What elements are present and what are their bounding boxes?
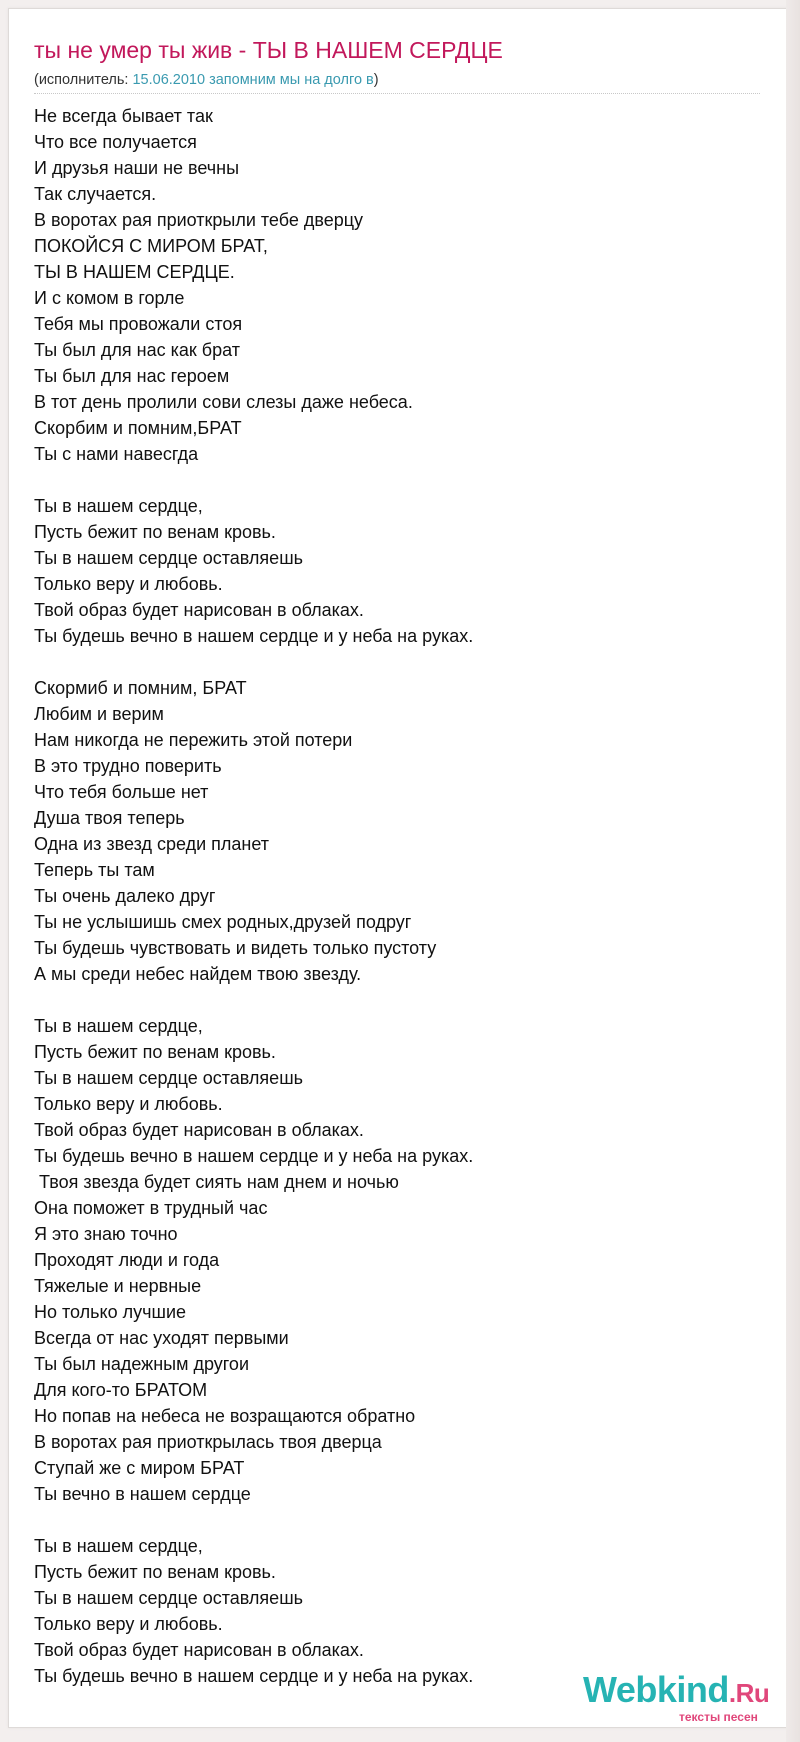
lyric-line: Проходят люди и года xyxy=(34,1250,220,1270)
page-edge xyxy=(786,0,800,1742)
song-title: ты не умер ты жив - ТЫ В НАШЕМ СЕРДЦЕ xyxy=(34,37,503,63)
lyric-line: Ты будешь чувствовать и видеть только пустоту xyxy=(34,938,437,958)
title-divider xyxy=(34,93,760,94)
meta-date-link[interactable]: 15.06.2010 запомним мы на долго в xyxy=(132,72,374,88)
lyric-line: ПОКОЙСЯ С МИРОМ БРАТ, xyxy=(34,236,268,256)
lyric-line: Скормиб и помним, БРАТ xyxy=(34,678,247,698)
lyric-line: В воротах рая приоткрыли тебе дверцу xyxy=(34,210,364,230)
lyric-line: Всегда от нас уходят первыми xyxy=(34,1328,289,1348)
lyric-line: Скорбим и помним,БРАТ xyxy=(34,418,242,438)
lyric-line: Одна из звезд среди планет xyxy=(34,834,270,854)
meta-suffix: ) xyxy=(373,72,379,88)
lyric-line: Пусть бежит по венам кровь. xyxy=(34,1562,276,1582)
lyric-line: И друзья наши не вечны xyxy=(34,158,240,178)
lyric-line: Твой образ будет нарисован в облаках. xyxy=(34,1120,364,1140)
logo-tld: .Ru xyxy=(728,1678,770,1708)
lyric-line: Только веру и любовь. xyxy=(34,574,223,594)
lyric-line: Что все получается xyxy=(34,132,197,152)
lyric-line: А мы среди небес найдем твою звезду. xyxy=(34,964,362,984)
lyric-line: Пусть бежит по венам кровь. xyxy=(34,522,276,542)
lyric-line: Так случается. xyxy=(34,184,157,204)
lyric-line: Душа твоя теперь xyxy=(34,808,185,828)
lyric-line: Что тебя больше нет xyxy=(34,782,209,802)
lyric-line: Ты с нами навесгда xyxy=(34,444,199,464)
lyric-line: В воротах рая приоткрылась твоя дверца xyxy=(34,1432,382,1452)
lyric-line: Ты был для нас как брат xyxy=(34,340,240,360)
stanza-gap xyxy=(34,1507,754,1533)
stanza-gap xyxy=(34,987,754,1013)
lyric-line: Тебя мы провожали стоя xyxy=(34,314,243,334)
logo-subtitle: тексты песен xyxy=(679,1710,758,1724)
logo-main-text: Webkind xyxy=(583,1669,729,1710)
lyric-line: Ступай же с миром БРАТ xyxy=(34,1458,245,1478)
lyric-line: Но только лучшие xyxy=(34,1302,187,1322)
lyric-line: Ты в нашем сердце, xyxy=(34,1536,203,1556)
lyric-line: Но попав на небеса не возращаются обратно xyxy=(34,1406,416,1426)
webkind-logo[interactable] xyxy=(583,1669,783,1732)
lyric-line: Для кого-то БРАТОМ xyxy=(34,1380,208,1400)
lyric-line: Ты в нашем сердце, xyxy=(34,1016,203,1036)
lyric-line: Твоя звезда будет сиять нам днем и ночью xyxy=(34,1172,399,1192)
stanza-gap xyxy=(34,649,754,675)
lyric-line: Ты был для нас героем xyxy=(34,366,230,386)
lyric-line: Ты будешь вечно в нашем сердце и у неба на руках. xyxy=(34,626,474,646)
lyric-line: Ты был надежным другои xyxy=(34,1354,249,1374)
lyric-line: Ты не услышишь смех родных,друзей подруг xyxy=(34,912,412,932)
lyric-line: Ты в нашем сердце оставляешь xyxy=(34,1588,304,1608)
lyric-line: Пусть бежит по венам кровь. xyxy=(34,1042,276,1062)
lyrics-text xyxy=(34,103,754,1689)
lyric-line: Ты будешь вечно в нашем сердце и у неба на руках. xyxy=(34,1666,474,1686)
lyric-line: Ты будешь вечно в нашем сердце и у неба на руках. xyxy=(34,1146,474,1166)
lyric-line: Тяжелые и нервные xyxy=(34,1276,202,1296)
lyric-line: Не всегда бывает так xyxy=(34,106,213,126)
lyric-line: Ты в нашем сердце оставляешь xyxy=(34,1068,304,1088)
lyric-line: Твой образ будет нарисован в облаках. xyxy=(34,1640,364,1660)
lyric-line: Теперь ты там xyxy=(34,860,155,880)
lyric-line: Ты в нашем сердце, xyxy=(34,496,203,516)
lyric-line: Только веру и любовь. xyxy=(34,1614,223,1634)
lyric-line: Она поможет в трудный час xyxy=(34,1198,268,1218)
lyric-line: Ты очень далеко друг xyxy=(34,886,216,906)
lyric-line: В это трудно поверить xyxy=(34,756,222,776)
lyric-line: Любим и верим xyxy=(34,704,164,724)
lyric-line: В тот день пролили сови слезы даже небеса. xyxy=(34,392,413,412)
lyric-line: Ты вечно в нашем сердце xyxy=(34,1484,251,1504)
logo-wordmark xyxy=(583,1669,770,1710)
song-meta xyxy=(34,72,379,88)
meta-prefix: (исполнитель: xyxy=(34,72,133,88)
lyric-line: Только веру и любовь. xyxy=(34,1094,223,1114)
lyric-line: ТЫ В НАШЕМ СЕРДЦЕ. xyxy=(34,262,235,282)
lyric-line: Ты в нашем сердце оставляешь xyxy=(34,548,304,568)
lyric-line: Твой образ будет нарисован в облаках. xyxy=(34,600,364,620)
lyric-line: Я это знаю точно xyxy=(34,1224,178,1244)
lyric-line: Нам никогда не пережить этой потери xyxy=(34,730,353,750)
stanza-gap xyxy=(34,467,754,493)
lyric-line: И с комом в горле xyxy=(34,288,185,308)
